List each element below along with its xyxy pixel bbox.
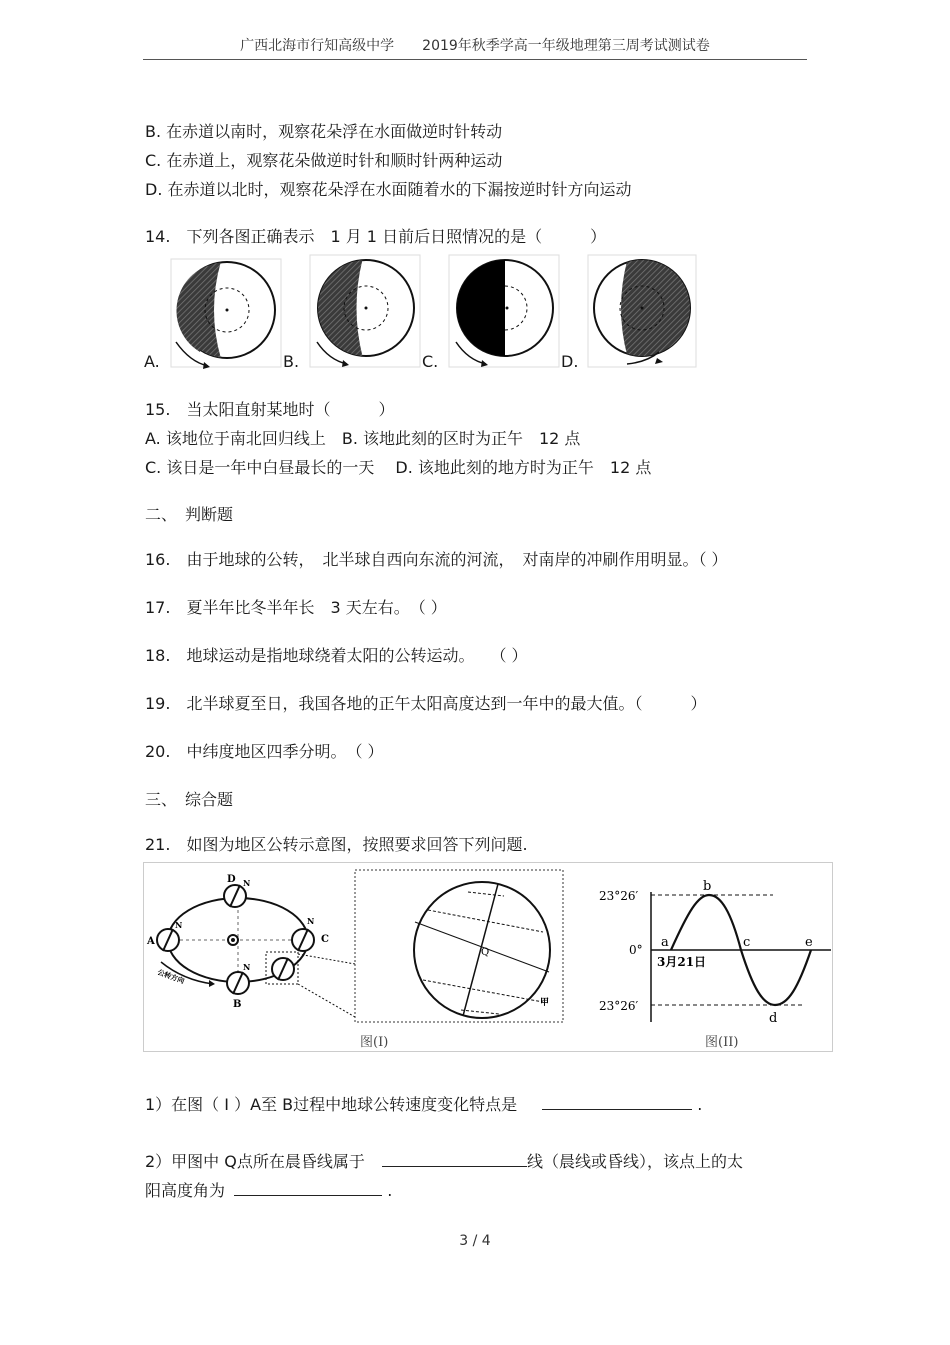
y-label-bottom: 23°26′ xyxy=(599,999,639,1013)
header-divider xyxy=(143,59,807,60)
orbit-label-b: B xyxy=(233,999,242,1010)
q21-sub1-text: 1）在图（ I ）A至 B过程中地球公转速度变化特点是 xyxy=(145,1095,518,1114)
orbit-label-c: C xyxy=(321,934,329,945)
q20: 20. 中纬度地区四季分明。 （ ） xyxy=(145,742,384,761)
q21-sub2-blank-angle[interactable] xyxy=(234,1179,382,1196)
q21-sub2: 2）甲图中 Q点所在晨昏线属于 线（晨线或昏线），该点上的太 xyxy=(145,1152,743,1171)
q13-option-b: B. 在赤道以南时，观察花朵浮在水面做逆时针转动 xyxy=(145,122,503,141)
inset-label-q: Q xyxy=(481,947,490,958)
orbit-direction-label: 公转方向 xyxy=(156,967,186,986)
q21-stem: 21. 如图为地区公转示意图，按照要求回答下列问题. xyxy=(145,835,528,854)
q15-options-row1: A. 该地位于南北回归线上 B. 该地此刻的区时为正午 12 点 xyxy=(145,429,581,448)
section-comprehensive-title: 三、 综合题 xyxy=(145,790,234,809)
svg-text:N: N xyxy=(243,962,251,972)
q14-label-d: D. xyxy=(561,352,579,371)
q17: 17. 夏半年比冬半年长 3 天左右。 （ ） xyxy=(145,598,447,617)
curve-point-d: d xyxy=(769,1011,778,1026)
q18: 18. 地球运动是指地球绕着太阳的公转运动。 （ ） xyxy=(145,646,528,665)
q21-figure xyxy=(143,862,833,1052)
q21-sub1: 1）在图（ I ）A至 B过程中地球公转速度变化特点是 . xyxy=(145,1095,703,1114)
q14-label-c: C. xyxy=(422,352,439,371)
q14-figure-c xyxy=(448,254,560,368)
page-number: 3 / 4 xyxy=(459,1233,491,1249)
q14-label-b: B. xyxy=(283,352,300,371)
orbit-label-a: A xyxy=(147,936,155,947)
q15-options-row2: C. 该日是一年中白昼最长的一天 D. 该地此刻的地方时为正午 12 点 xyxy=(145,458,652,477)
svg-text:N: N xyxy=(307,916,315,926)
inset-diagram xyxy=(355,870,563,1022)
svg-text:N: N xyxy=(175,920,183,930)
curve-point-a: a xyxy=(661,935,669,950)
curve-point-b: b xyxy=(703,879,712,894)
sun-declination-chart xyxy=(599,879,831,1026)
date-label: 3月21日 xyxy=(657,955,707,969)
q15-stem: 15. 当太阳直射某地时（ ） xyxy=(145,400,395,419)
q13-option-c: C. 在赤道上，观察花朵做逆时针和顺时针两种运动 xyxy=(145,151,503,170)
y-label-zero: 0° xyxy=(629,943,643,957)
q14-label-a: A. xyxy=(144,352,160,371)
q21-sub1-blank[interactable] xyxy=(542,1093,692,1110)
fig1-caption: 图(I) xyxy=(360,1035,389,1050)
q14-figure-a xyxy=(170,258,282,370)
q21-sub2-text: 2）甲图中 Q点所在晨昏线属于 xyxy=(145,1152,365,1171)
q21-sub2-blank-line[interactable] xyxy=(382,1150,527,1167)
svg-text:N: N xyxy=(243,878,251,888)
section-judgement-title: 二、 判断题 xyxy=(145,505,234,524)
q13-option-d: D. 在赤道以北时，观察花朵浮在水面随着水的下漏按逆时针方向运动 xyxy=(145,180,632,199)
q16: 16. 由于地球的公转， 北半球自西向东流的河流， 对南岸的冲刷作用明显。（ ） xyxy=(145,550,728,569)
orbit-label-d: D xyxy=(227,874,236,885)
q19: 19. 北半球夏至日，我国各地的正午太阳高度达到一年中的最大值。（ ） xyxy=(145,694,707,713)
orbit-diagram xyxy=(146,874,355,1017)
q14-figure-b xyxy=(309,254,421,368)
fig2-caption: 图(II) xyxy=(705,1035,739,1050)
q14-stem: 14. 下列各图正确表示 1 月 1 日前后日照情况的是（ ） xyxy=(145,227,607,246)
inset-label-jia: 甲 xyxy=(540,998,550,1008)
q21-sub2-line2: 阳高度角为 . xyxy=(145,1181,393,1200)
y-label-top: 23°26′ xyxy=(599,889,639,903)
page-header: 广西北海市行知高级中学 2019年秋季学高一年级地理第三周考试测试卷 xyxy=(240,38,710,54)
q14-figure-d xyxy=(587,254,699,368)
curve-point-e: e xyxy=(805,935,813,950)
curve-point-c: c xyxy=(743,935,751,950)
